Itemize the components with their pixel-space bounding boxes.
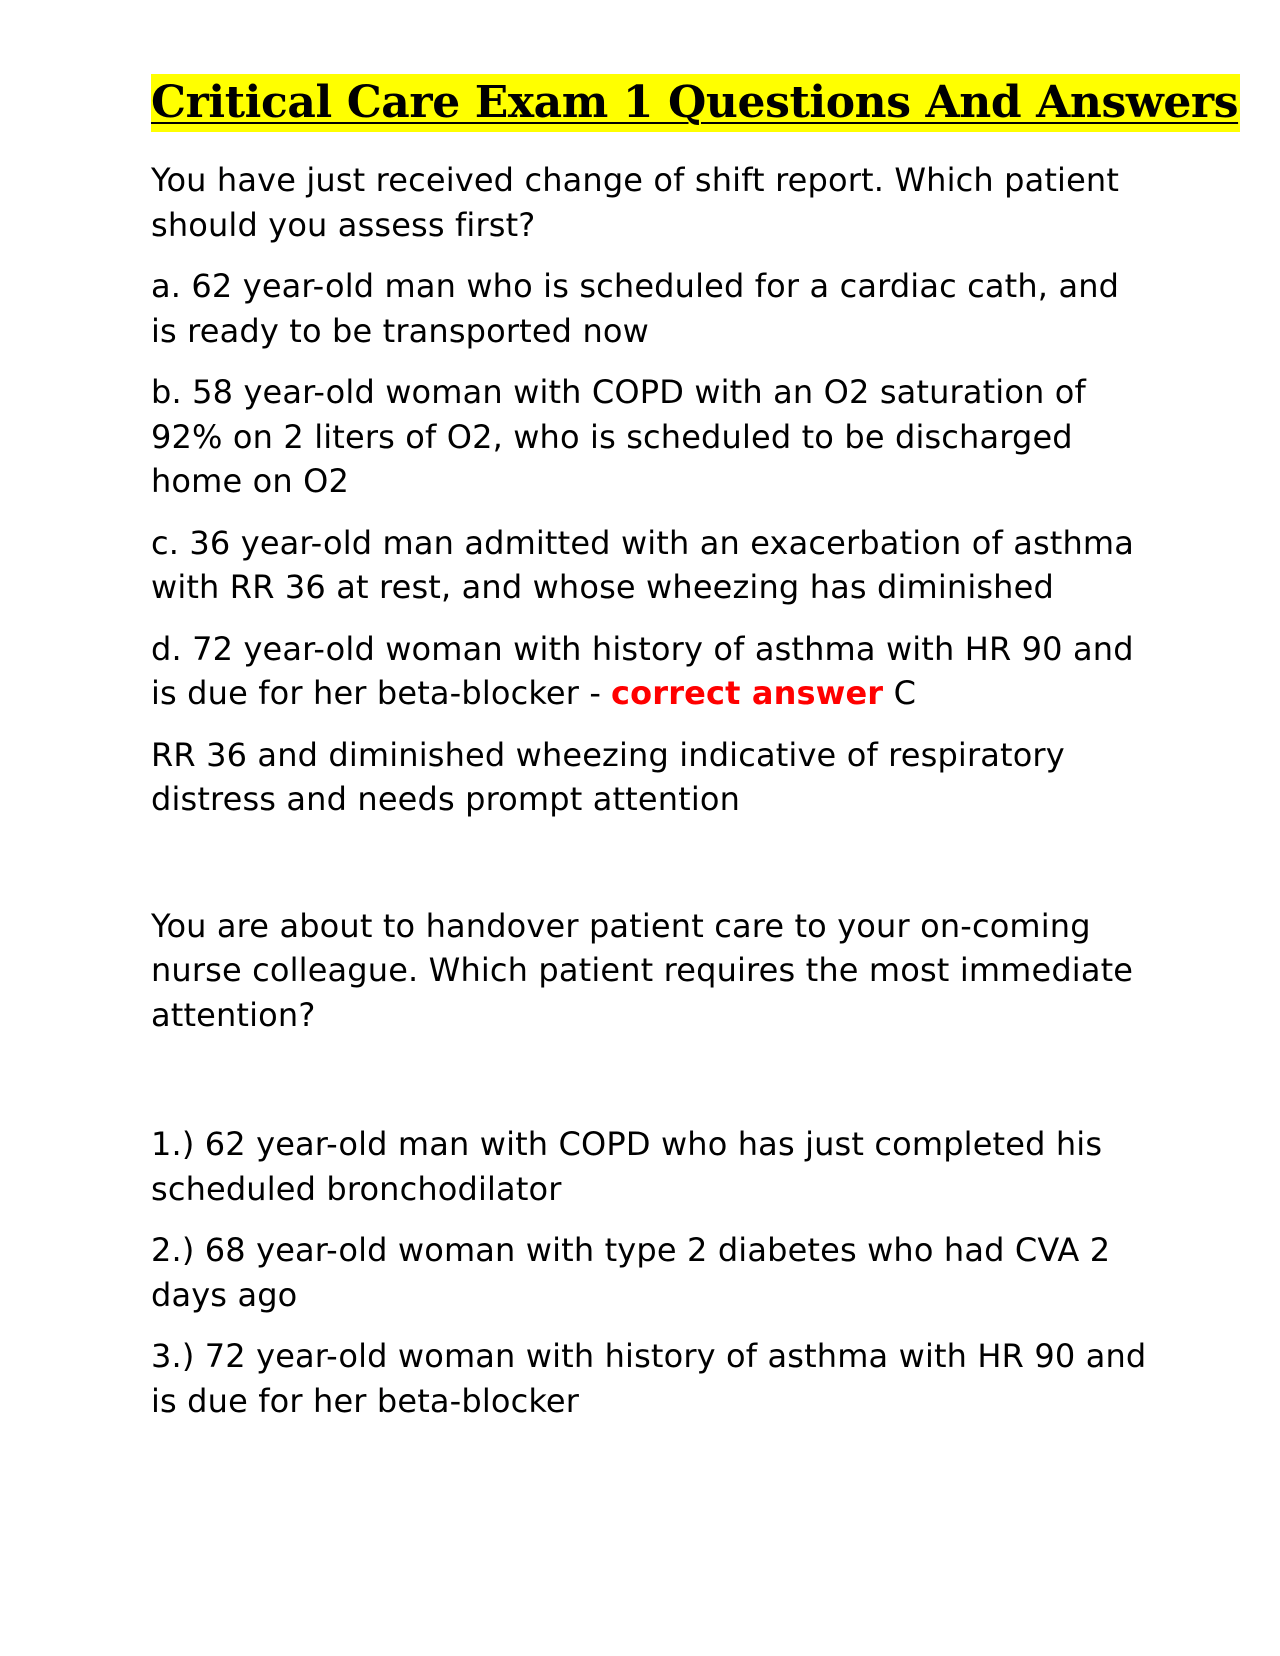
question-1-stem: You have just received change of shift report. Which patient should you assess first?	[151, 161, 1120, 244]
question-1-rationale: RR 36 and diminished wheezing indicative of respiratory distress and needs prompt attention	[151, 735, 1065, 818]
document-page	[151, 74, 1239, 1440]
question-1-option-b: b. 58 year-old woman with COPD with an O2 saturation of 92% on 2 liters of O2, who is scheduled to be discharged home on O2	[151, 373, 1086, 500]
question-2-option-2: 2.) 68 year-old woman with type 2 diabetes who had CVA 2 days ago	[151, 1231, 1111, 1314]
question-1-option-a: a. 62 year-old man who is scheduled for a cardiac cath, and is ready to be transported now	[151, 267, 1120, 350]
question-2-option-1: 1.) 62 year-old man with COPD who has just completed his scheduled bronchodilator	[151, 1125, 1103, 1208]
question-2-stem: You are about to handover patient care to your on-coming nurse colleague. Which patient requires the most immediate attention?	[151, 906, 1134, 1034]
question-1-option-d	[151, 627, 1151, 716]
correct-answer-value: C	[893, 674, 917, 712]
question-1-option-c: c. 36 year-old man admitted with an exacerbation of asthma with RR 36 at rest, and whose wheezing has diminished	[151, 523, 1134, 606]
section-spacer	[151, 1054, 1151, 1122]
document-title: Critical Care Exam 1 Questions And Answers	[151, 74, 1240, 132]
section-spacer	[151, 839, 1151, 904]
question-2-option-3: 3.) 72 year-old woman with history of asthma with HR 90 and is due for her beta-blocker	[151, 1337, 1147, 1420]
correct-answer-label: correct answer	[611, 674, 884, 712]
question-1-option-d-text: d. 72 year-old woman with history of asthma with HR 90 and is due for her beta-blocker -	[151, 629, 1134, 712]
